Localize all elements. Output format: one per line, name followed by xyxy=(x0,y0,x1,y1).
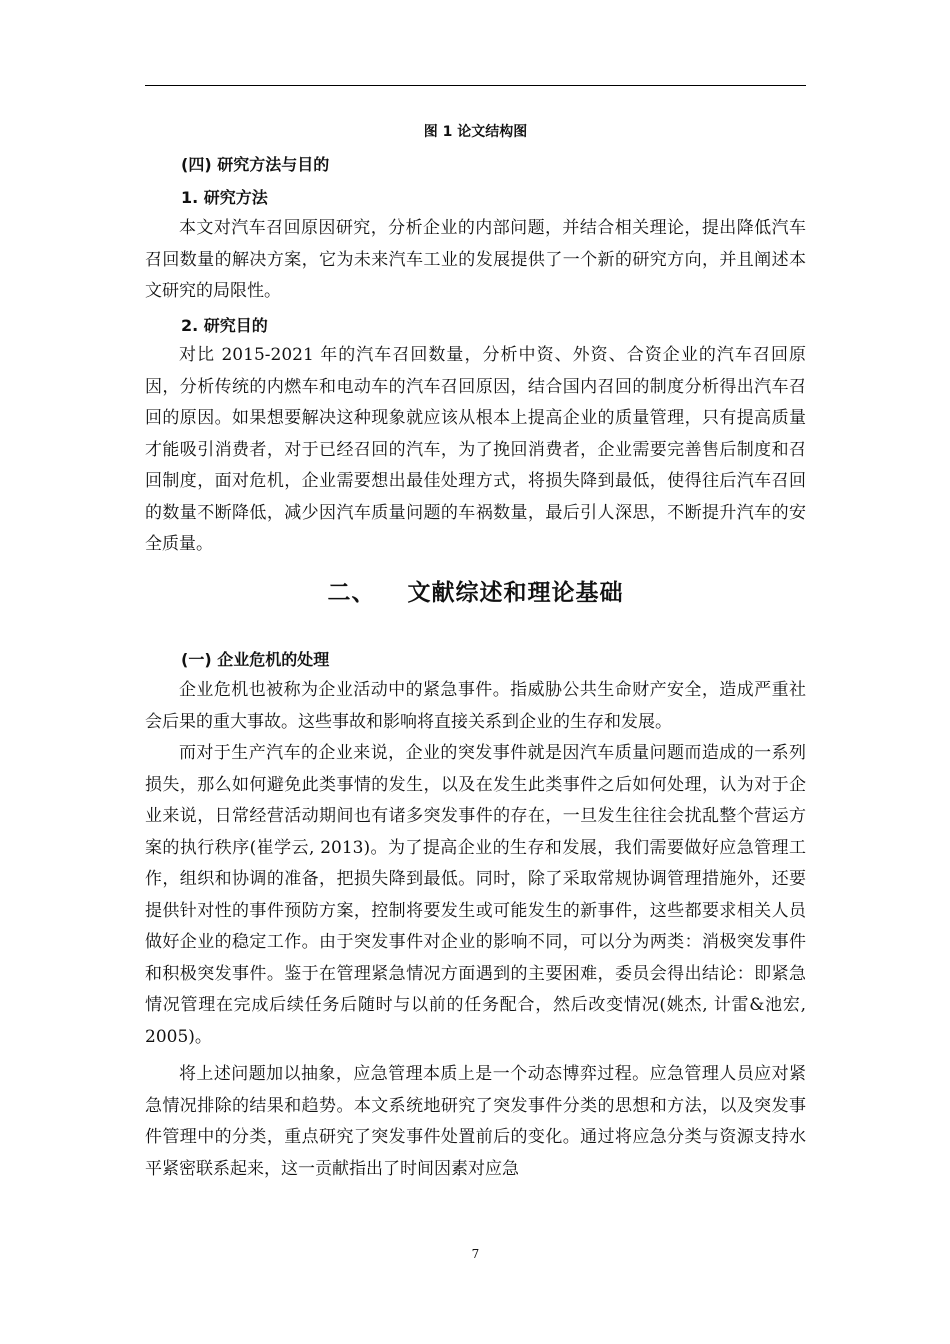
purpose-text: 对比 2015-2021 年的汽车召回数量，分析中资、外资、合资企业的汽车召回原因，分析传统的内燃车和电动车的汽车召回原因，结合国内召回的制度分析得出汽车召回的原因。如果想要解决这种现象就应该从根本上提高企业的质量管理，只有提高质量才能吸引消费者，对于已经召回的汽车，为了挽回消费者，企业需要完善售后制度和召回制度，面对危机，企业需要想出最佳处理方式，将损失降到最低，使得往后汽车召回的数量不断降低，减少因汽车质量问题的车祸数量，最后引人深思，不断提升汽车的安全质量。 xyxy=(145,345,806,554)
section-heading-1: (一) 企业危机的处理 xyxy=(181,650,330,669)
purpose-heading: 2. 研究目的 xyxy=(181,316,268,335)
crisis-paragraphs xyxy=(145,675,806,1185)
page-number: 7 xyxy=(471,1247,480,1261)
paragraph-3: 将上述问题加以抽象，应急管理本质上是一个动态博弈过程。应急管理人员应对紧急情况排除的结果和趋势。本文系统地研究了突发事件分类的思想和方法，以及突发事件管理中的分类，重点研究了突发事件处置前后的变化。通过将应急分类与资源支持水平紧密联系起来，这一贡献指出了时间因素对应急 xyxy=(145,1064,806,1179)
chapter-title: 文献综述和理论基础 xyxy=(407,580,624,606)
chapter-heading xyxy=(145,574,806,607)
chapter-number: 二、 xyxy=(327,580,376,606)
section-heading-4: (四) 研究方法与目的 xyxy=(181,155,330,174)
method-text: 本文对汽车召回原因研究，分析企业的内部问题，并结合相关理论，提出降低汽车召回数量的解决方案，它为未来汽车工业的发展提供了一个新的研究方向，并且阐述本文研究的局限性。 xyxy=(145,218,806,301)
method-heading: 1. 研究方法 xyxy=(181,188,268,207)
paragraph-1: 企业危机也被称为企业活动中的紧急事件。指威胁公共生命财产安全，造成严重社会后果的重大事故。这些事故和影响将直接关系到企业的生存和发展。 xyxy=(145,680,806,732)
method-paragraph xyxy=(145,213,806,308)
figure-caption: 图 1 论文结构图 xyxy=(423,124,528,140)
header-rule xyxy=(145,85,806,86)
purpose-paragraph xyxy=(145,340,806,561)
paragraph-2: 而对于生产汽车的企业来说，企业的突发事件就是因汽车质量问题而造成的一系列损失，那么如何避免此类事情的发生，以及在发生此类事件之后如何处理，认为对于企业来说，日常经营活动期间也有诸多突发事件的存在，一旦发生往往会扰乱整个营运方案的执行秩序(崔学云, 2013)。为了提高企业的生存和发展，我们需要做好应急管理工作，组织和协调的准备，把损失降到最低。同时，除了采取常规协调管理措施外，还要提供针对性的事件预防方案，控制将要发生或可能发生的新事件，这些都要求相关人员做好企业的稳定工作。由于突发事件对企业的影响不同，可以分为两类：消极突发事件和积极突发事件。鉴于在管理紧急情况方面遇到的主要困难，委员会得出结论：即紧急情况管理在完成后续任务后随时与以前的任务配合，然后改变情况(姚杰, 计雷&池宏, 2005)。 xyxy=(145,743,806,1047)
